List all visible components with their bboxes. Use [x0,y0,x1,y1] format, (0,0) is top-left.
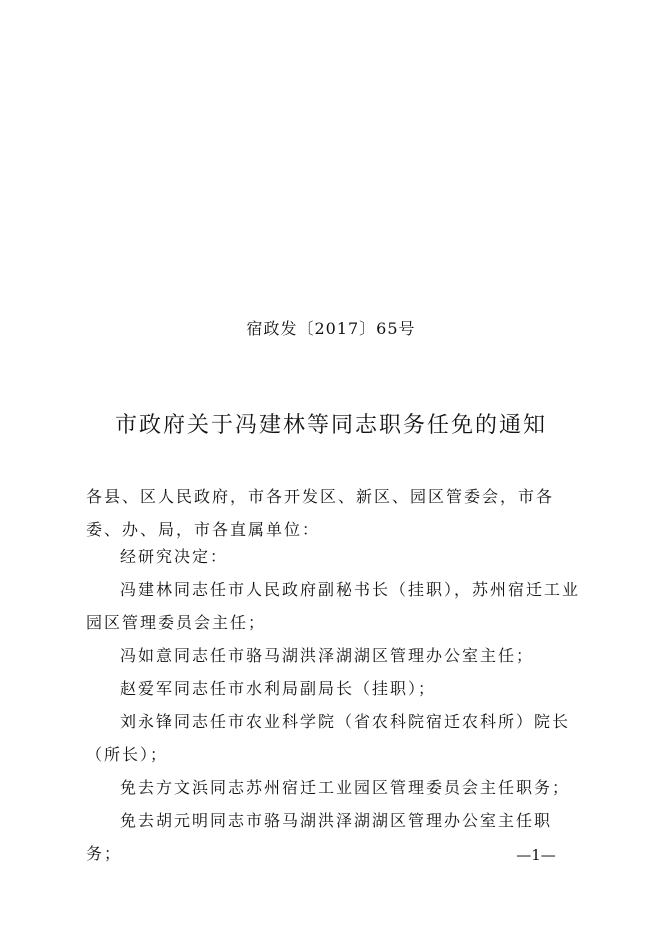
addressee-line: 各县、区人民政府，市各开发区、新区、园区管委会，市各委、办、局，市各直属单位： [86,487,555,539]
paragraph: 免去方文浜同志苏州宿迁工业园区管理委员会主任职务； [120,778,571,797]
paragraph: 免去胡元明同志市骆马湖洪泽湖湖区管理办公室主任职务； [86,811,553,863]
paragraph: 冯建林同志任市人民政府副秘书长（挂职），苏州宿迁工业园区管理委员会主任； [86,580,581,632]
document-number: 宿政发〔2017〕65号 [246,319,416,338]
paragraph: 刘永锋同志任市农业科学院（省农科院宿迁农科所）院长（所长）； [86,712,571,764]
document-title: 市政府关于冯建林等同志职务任免的通知 [114,413,547,438]
paragraph: 经研究决定： [120,547,229,566]
paragraph: 赵爱军同志任市水利局副局长（挂职）； [120,679,437,698]
paragraph: 冯如意同志任市骆马湖洪泽湖湖区管理办公室主任； [120,646,535,665]
document-body [86,540,586,870]
page-number: —1— [516,846,556,864]
